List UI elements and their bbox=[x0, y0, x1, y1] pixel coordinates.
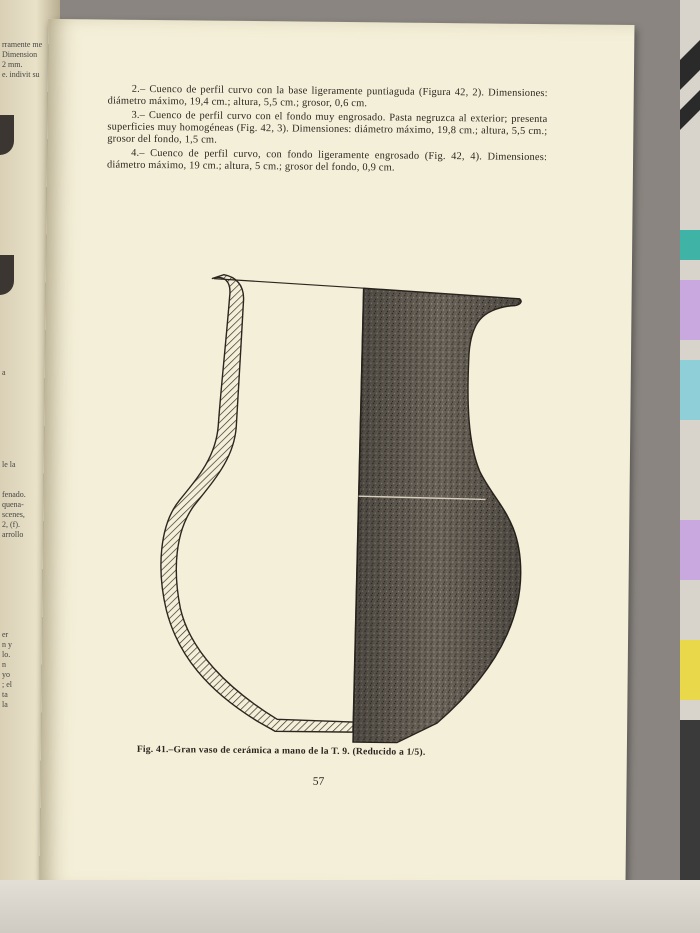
vessel-section-profile bbox=[159, 274, 358, 732]
left-page-text-block: fenado. quena- scenes, 2, (f). arrollo bbox=[2, 490, 26, 539]
table-surface bbox=[0, 880, 700, 933]
left-page-text-mid: a bbox=[2, 368, 6, 377]
left-page-text-bottom: er n y lo. n yo ; el ta la bbox=[2, 630, 12, 709]
vessel-drawing bbox=[147, 250, 542, 764]
left-page-text-top: rramente me Dimension 2 mm. e. indivit su bbox=[2, 40, 43, 79]
paragraph-item-2: 2.– Cuenco de perfil curvo con la base ligeramente puntiaguda (Figura 42, 2). Dimensiones: diámetro máximo, 19,4 cm.; altura, 5,5 cm.; grosor, 0,6 cm. bbox=[107, 83, 548, 110]
page-number: 57 bbox=[312, 775, 325, 788]
left-page-bowl-drawing bbox=[0, 115, 14, 155]
paragraph-item-4: 4.– Cuenco de perfil curvo, con fondo ligeramente engrosado (Fig. 42, 4). Dimensiones: diámetro máximo, 19 cm.; altura, 5 cm.; grosor del fondo, 0,9 cm. bbox=[106, 147, 548, 174]
figure-caption: Fig. 41.–Gran vaso de cerámica a mano de la T. 9. (Reducido a 1/5). bbox=[136, 743, 426, 758]
text-block bbox=[107, 84, 548, 179]
left-page-bowl-drawing bbox=[0, 255, 14, 295]
left-page-text-mid: le la bbox=[2, 460, 16, 469]
paragraph-item-3: 3.– Cuenco de perfil curvo con el fondo muy engrosado. Pasta negruzca al exterior; presenta superficies muy homogéneas (Fig. 42, 3). Dimensiones: diámetro máximo, 19,8 cm.; altura, 5,5 cm.; grosor del fondo, 1,5 cm. bbox=[107, 109, 548, 146]
book-page bbox=[39, 19, 634, 893]
background-stripes bbox=[680, 0, 700, 933]
